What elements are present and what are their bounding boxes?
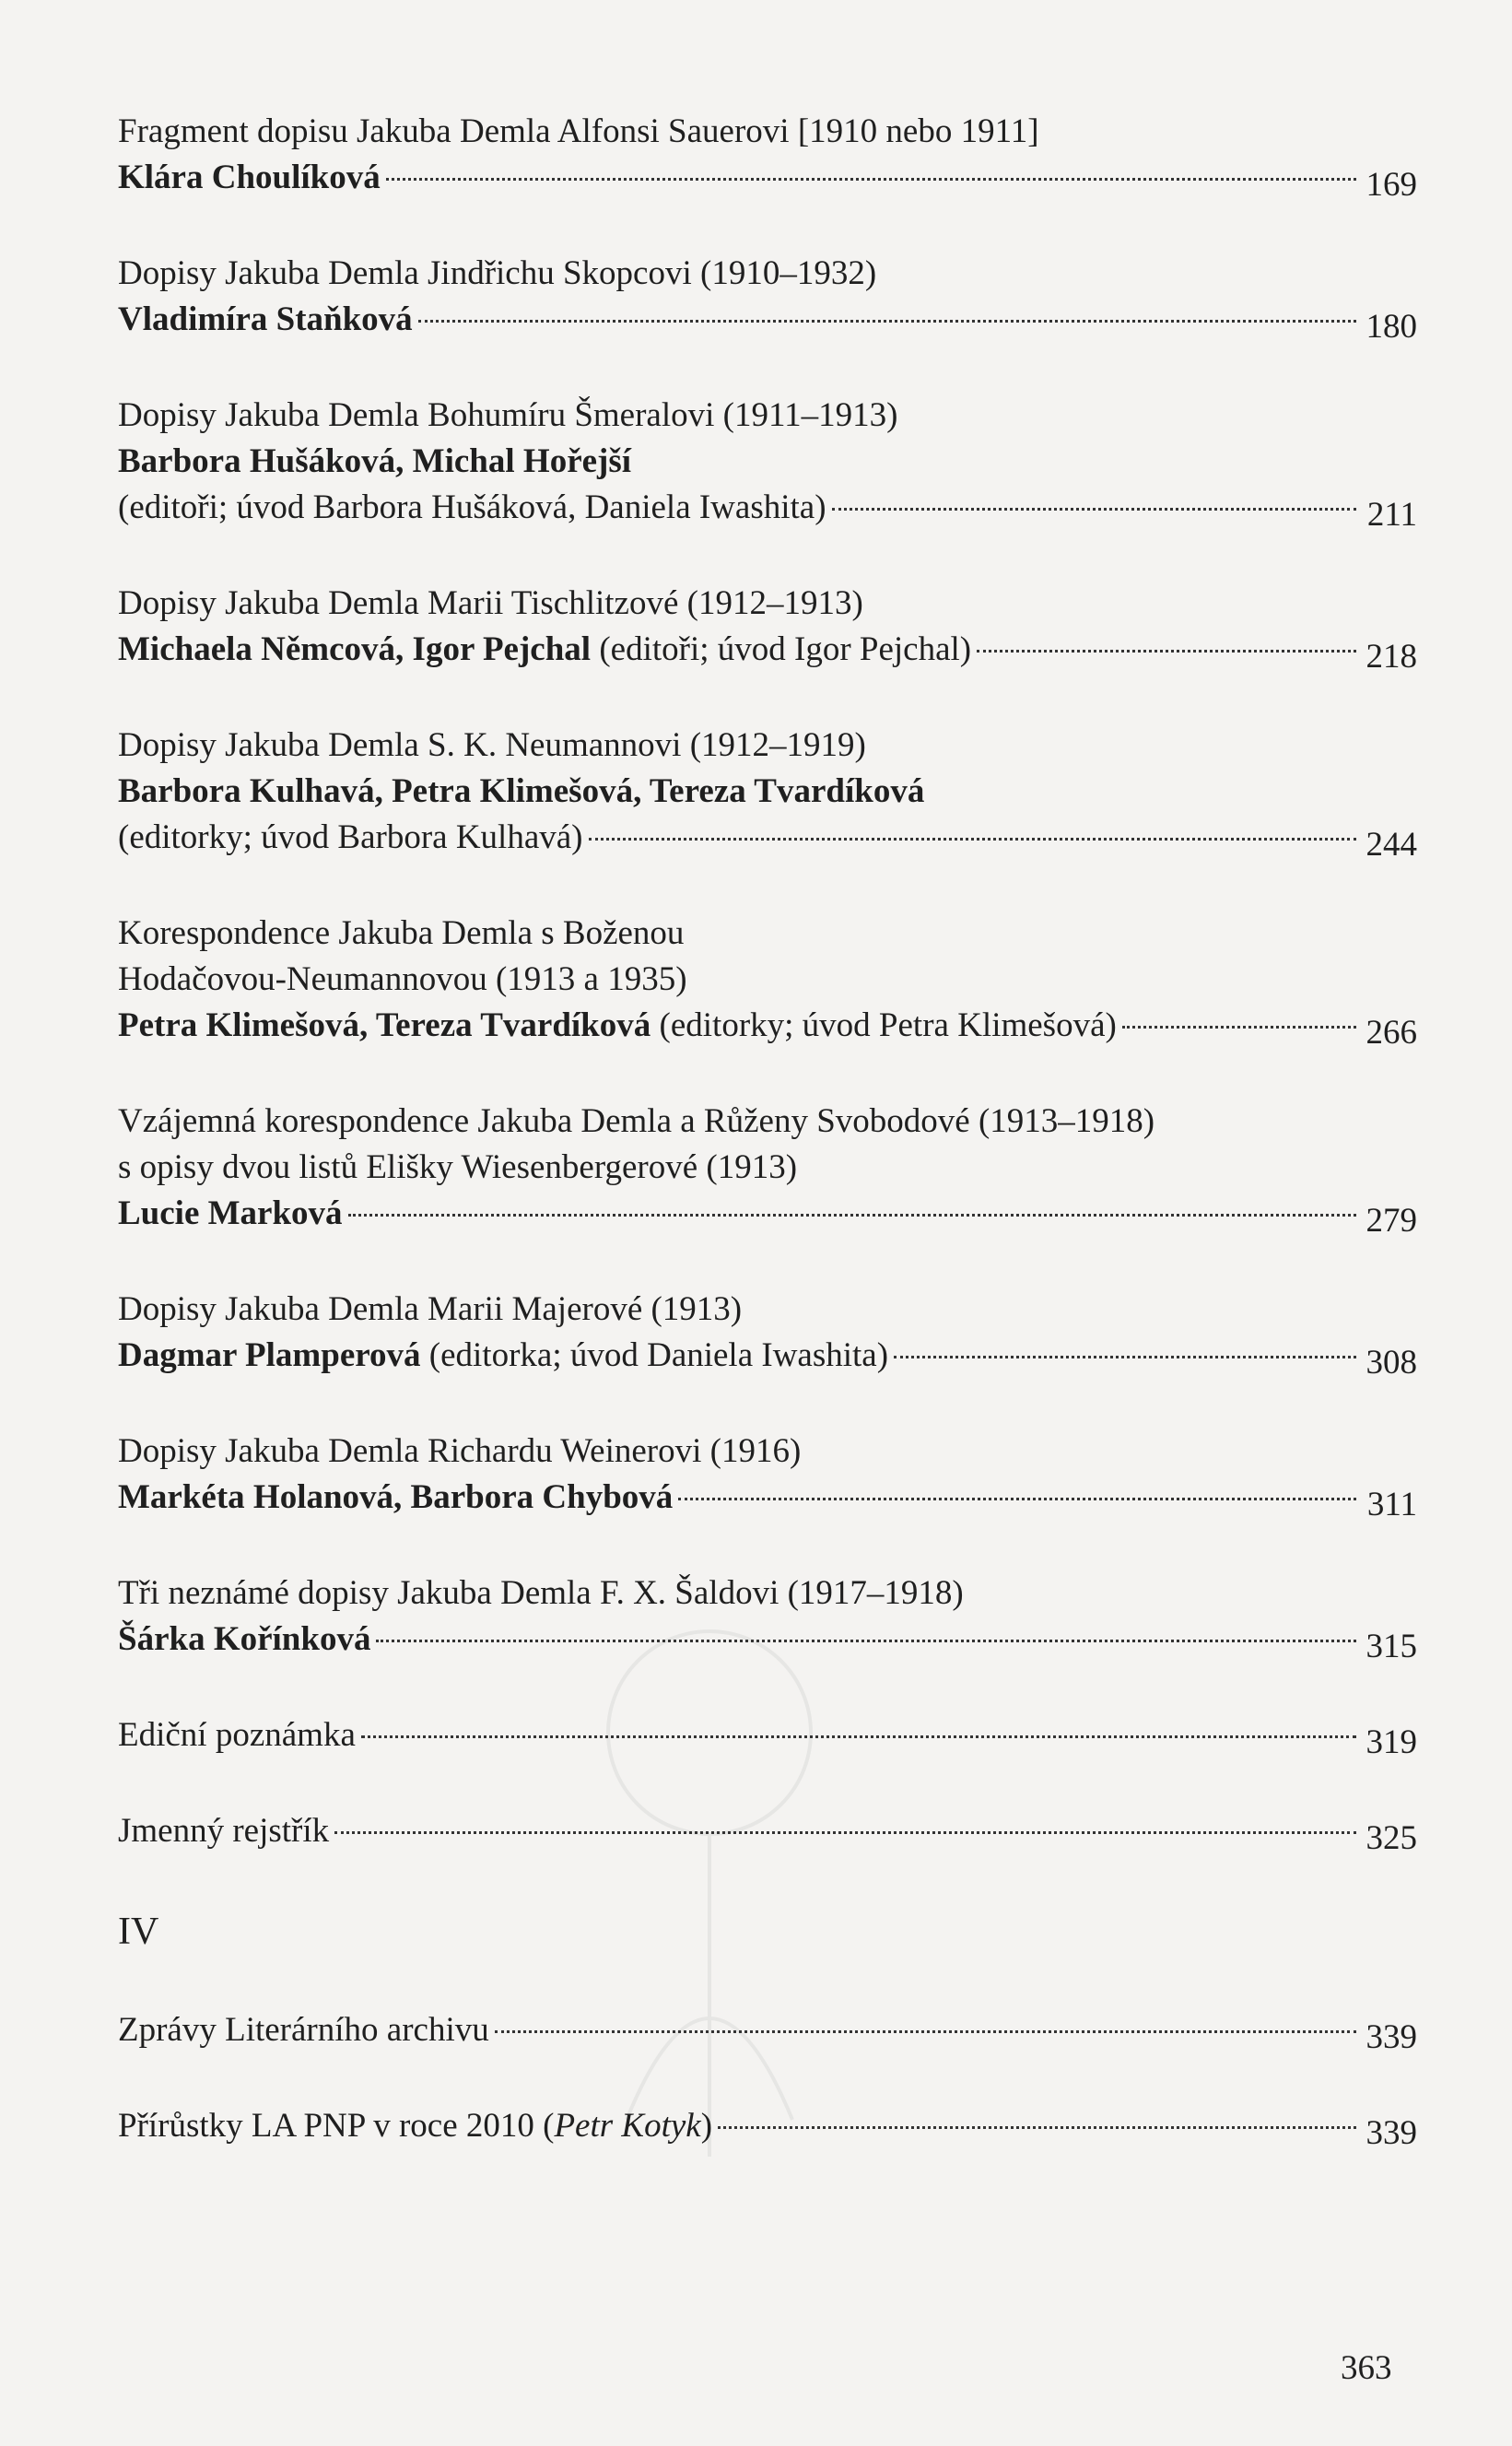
entry-title-text: Dopisy Jakuba Demla Richardu Weinerovi (1916) xyxy=(118,1432,802,1470)
toc-entry xyxy=(118,581,1417,676)
entry-authors: Dagmar Plamperová xyxy=(118,1336,421,1374)
toc-entry xyxy=(118,109,1417,204)
leader-text xyxy=(118,155,381,201)
toc-leader-line xyxy=(118,1333,1417,1382)
toc-entry xyxy=(118,251,1417,346)
leader-text xyxy=(118,1617,370,1663)
entry-title-closing: ) xyxy=(700,2107,713,2145)
dot-leader xyxy=(376,1640,1356,1642)
entry-page-number: 211 xyxy=(1366,496,1417,534)
leader-text xyxy=(118,815,583,861)
toc-leader-line xyxy=(118,1191,1417,1240)
leader-text xyxy=(118,1808,329,1854)
leader-text xyxy=(118,297,413,343)
dot-leader xyxy=(832,508,1356,511)
dot-leader xyxy=(589,838,1357,841)
toc-entry-line xyxy=(118,769,1417,815)
entry-title-text: Hodačovou-Neumannovou (1913 a 1935) xyxy=(118,960,687,998)
toc-entry-line xyxy=(118,723,1417,769)
dot-leader xyxy=(386,178,1356,181)
toc-leader-line xyxy=(118,815,1417,864)
toc-entry-line xyxy=(118,1570,1417,1617)
toc-leader-line xyxy=(118,297,1417,346)
page-number: 363 xyxy=(1341,2349,1392,2387)
dot-leader xyxy=(1122,1026,1356,1029)
leader-text xyxy=(118,1712,356,1758)
toc-entry-line xyxy=(118,393,1417,439)
toc-entry xyxy=(118,393,1417,534)
toc-entry xyxy=(118,1099,1417,1240)
toc-entry xyxy=(118,1287,1417,1382)
entry-page-number: 308 xyxy=(1365,1344,1417,1382)
entry-note: (editorka; úvod Daniela Iwashita) xyxy=(420,1336,889,1374)
entry-title-text: Korespondence Jakuba Demla s Boženou xyxy=(118,914,685,952)
toc-leader-line xyxy=(118,2103,1417,2152)
toc-entry xyxy=(118,1712,1417,1761)
toc-entry xyxy=(118,1808,1417,1857)
entry-author-italic: Petr Kotyk xyxy=(554,2107,701,2145)
toc-entry-line xyxy=(118,911,1417,957)
dot-leader xyxy=(334,1831,1356,1834)
entry-authors: Lucie Marková xyxy=(118,1194,343,1232)
entry-note: (editoři; úvod Barbora Hušáková, Daniela Iwashita) xyxy=(118,488,826,526)
dot-leader xyxy=(418,320,1356,323)
toc-entry-line xyxy=(118,1287,1417,1333)
toc-entry-line xyxy=(118,109,1417,155)
toc-entry xyxy=(118,911,1417,1052)
toc-entry-line xyxy=(118,581,1417,627)
toc-entry-line xyxy=(118,439,1417,485)
toc-leader-line xyxy=(118,2007,1417,2056)
entry-authors: Klára Choulíková xyxy=(118,159,381,196)
leader-text xyxy=(118,485,826,531)
entry-authors: Šárka Kořínková xyxy=(118,1620,371,1658)
toc-entry xyxy=(118,1429,1417,1521)
entry-title-text: Fragment dopisu Jakuba Demla Alfonsi Sauerovi [1910 nebo 1911] xyxy=(118,112,1039,150)
entry-page-number: 311 xyxy=(1366,1486,1417,1523)
dot-leader xyxy=(361,1735,1356,1738)
entry-authors: Michaela Němcová, Igor Pejchal xyxy=(118,630,592,668)
entry-title-text: Dopisy Jakuba Demla S. K. Neumannovi (1912–1919) xyxy=(118,726,866,764)
entry-title-text: Tři neznámé dopisy Jakuba Demla F. X. Šaldovi (1917–1918) xyxy=(118,1574,964,1612)
toc-leader-line xyxy=(118,1617,1417,1663)
entry-authors: Barbora Kulhavá, Petra Klimešová, Tereza Tvardíková xyxy=(118,772,925,810)
entry-title-text: Vzájemná korespondence Jakuba Demla a Růženy Svobodové (1913–1918) xyxy=(118,1102,1155,1140)
entry-note: Ediční poznámka xyxy=(118,1716,356,1754)
toc-entry-line xyxy=(118,1429,1417,1475)
toc-leader-line xyxy=(118,1475,1417,1521)
dot-leader xyxy=(977,650,1356,653)
entry-page-number: 218 xyxy=(1365,638,1417,676)
toc-entry xyxy=(118,1570,1417,1663)
toc-leader-line xyxy=(118,627,1417,676)
entry-page-number: 244 xyxy=(1365,826,1417,864)
entry-page-number: 279 xyxy=(1365,1202,1417,1240)
entry-page-number: 339 xyxy=(1365,2018,1417,2056)
dot-leader xyxy=(894,1356,1356,1358)
entry-title-text: Dopisy Jakuba Demla Jindřichu Skopcovi (1910–1932) xyxy=(118,254,877,292)
entry-page-number: 325 xyxy=(1365,1819,1417,1857)
entry-authors: Barbora Hušáková, Michal Hořejší xyxy=(118,442,632,480)
toc-entry-line xyxy=(118,1145,1417,1191)
entry-title-text: Přírůstky LA PNP v roce 2010 ( xyxy=(118,2107,555,2145)
entry-title-text: s opisy dvou listů Elišky Wiesenbergerové (1913) xyxy=(118,1148,798,1186)
entry-authors: Vladimíra Staňková xyxy=(118,300,413,338)
leader-text xyxy=(118,1333,888,1379)
toc-entry xyxy=(118,2007,1417,2056)
toc-leader-line xyxy=(118,1808,1417,1857)
toc-entry-line xyxy=(118,251,1417,297)
entry-title-text: Dopisy Jakuba Demla Bohumíru Šmeralovi (1911–1913) xyxy=(118,396,898,434)
toc-leader-line xyxy=(118,1003,1417,1052)
dot-leader xyxy=(348,1214,1356,1217)
section-heading-iv: IV xyxy=(118,1911,159,1953)
leader-text xyxy=(118,2007,489,2053)
entry-page-number: 266 xyxy=(1365,1014,1417,1052)
entry-note: (editoři; úvod Igor Pejchal) xyxy=(591,630,972,668)
entry-note: (editorky; úvod Petra Klimešová) xyxy=(651,1006,1117,1044)
entry-authors: Markéta Holanová, Barbora Chybová xyxy=(118,1478,674,1516)
leader-text xyxy=(118,1191,343,1237)
toc-leader-line xyxy=(118,155,1417,204)
leader-text xyxy=(118,627,971,673)
leader-text xyxy=(118,2103,712,2149)
table-of-contents xyxy=(118,109,1417,2199)
entry-page-number: 180 xyxy=(1365,308,1417,346)
entry-page-number: 319 xyxy=(1365,1723,1417,1761)
toc-entry-line xyxy=(118,1099,1417,1145)
toc-entry xyxy=(118,723,1417,864)
toc-entry-line xyxy=(118,957,1417,1003)
entry-page-number: 339 xyxy=(1365,2114,1417,2152)
entry-note: Jmenný rejstřík xyxy=(118,1812,330,1850)
dot-leader xyxy=(678,1498,1356,1500)
leader-text xyxy=(118,1003,1117,1049)
entry-title-text: Dopisy Jakuba Demla Marii Majerové (1913) xyxy=(118,1290,743,1328)
toc-leader-line xyxy=(118,485,1417,534)
entry-title-text: Zprávy Literárního archivu xyxy=(118,2011,489,2049)
entry-authors: Petra Klimešová, Tereza Tvardíková xyxy=(118,1006,651,1044)
entry-page-number: 315 xyxy=(1365,1628,1417,1665)
entry-note: (editorky; úvod Barbora Kulhavá) xyxy=(118,818,583,856)
toc-leader-line xyxy=(118,1712,1417,1761)
entry-title-text: Dopisy Jakuba Demla Marii Tischlitzové (1912–1913) xyxy=(118,584,863,622)
entry-page-number: 169 xyxy=(1365,166,1417,204)
leader-text xyxy=(118,1475,673,1521)
dot-leader xyxy=(718,2126,1356,2129)
toc-entry xyxy=(118,2103,1417,2152)
dot-leader xyxy=(495,2030,1356,2033)
